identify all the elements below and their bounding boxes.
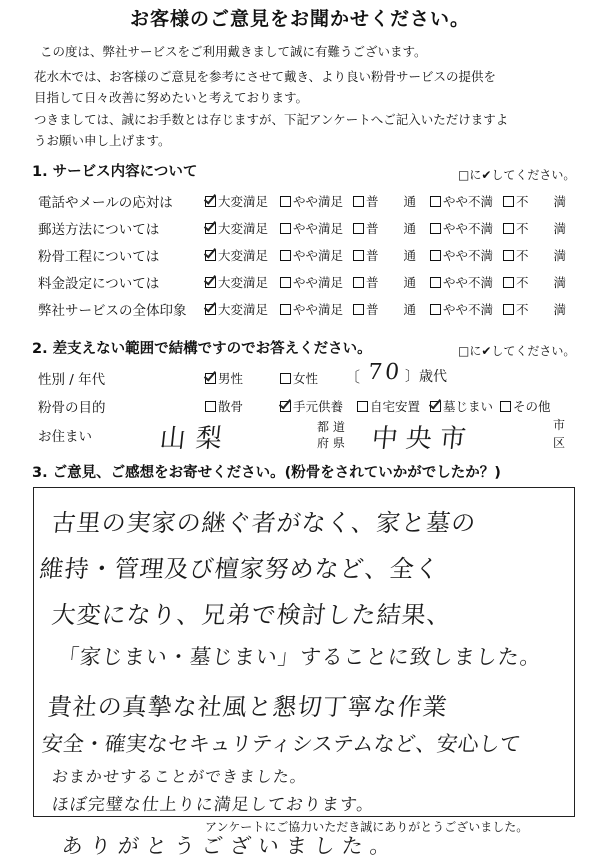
- purpose-grave-closing[interactable]: 墓じまい: [430, 397, 493, 415]
- checked-box-icon: [205, 196, 216, 207]
- checked-box-icon: [205, 277, 216, 288]
- option-label: やや不満: [443, 248, 494, 263]
- intro-line-3: 目指して日々改善に努めたいと考えております。: [34, 90, 309, 105]
- purpose-temoto-kuyo[interactable]: 手元供養: [280, 397, 343, 415]
- option-label: 不 満: [516, 302, 567, 317]
- checkbox-icon: [353, 250, 364, 261]
- checkbox-icon: [503, 223, 514, 234]
- section1-hint: □に✔してください。: [458, 168, 576, 182]
- option-label: 不 満: [516, 248, 567, 263]
- satisfaction-option[interactable]: [430, 219, 493, 237]
- thank-you-footer: アンケートにご協力いただき誠にありがとうございました。: [205, 820, 529, 834]
- satisfaction-option[interactable]: [503, 300, 566, 318]
- purpose-scattering[interactable]: 散骨: [205, 397, 243, 415]
- checkbox-icon: [205, 401, 216, 412]
- option-label: 不 満: [516, 275, 567, 290]
- satisfaction-option[interactable]: [503, 219, 566, 237]
- gender-male-option[interactable]: 男性: [205, 369, 243, 387]
- city-value[interactable]: 中央市: [370, 424, 476, 454]
- checked-box-icon: [430, 401, 441, 412]
- option-label: やや満足: [293, 302, 344, 317]
- satisfaction-option[interactable]: [205, 246, 268, 264]
- option-label: 大変満足: [218, 248, 269, 263]
- checked-box-icon: [205, 223, 216, 234]
- checkbox-icon: [503, 304, 514, 315]
- gender-age-label: 性別 / 年代: [38, 372, 106, 388]
- question-label: 郵送方法については: [38, 222, 160, 238]
- option-label: 不 満: [516, 194, 567, 209]
- satisfaction-option[interactable]: [205, 219, 268, 237]
- address-label: お住まい: [38, 429, 92, 445]
- page-title: お客様のご意見をお聞かせください。: [129, 8, 470, 30]
- comment-line-1: 古里の実家の継ぐ者がなく、家と墓の: [50, 509, 478, 537]
- satisfaction-option[interactable]: [353, 273, 416, 291]
- option-label: 普 通: [366, 275, 417, 290]
- comment-line-8: ほぼ完璧な仕上りに満足しております。: [50, 795, 376, 815]
- checked-box-icon: [205, 373, 216, 384]
- satisfaction-option[interactable]: [430, 300, 493, 318]
- checked-box-icon: [280, 401, 291, 412]
- gender-female-option[interactable]: 女性: [280, 369, 318, 387]
- checked-box-icon: [205, 250, 216, 261]
- option-label: 大変満足: [218, 194, 269, 209]
- satisfaction-option[interactable]: [280, 300, 343, 318]
- checkbox-icon: [430, 196, 441, 207]
- checkbox-icon: [500, 401, 511, 412]
- checkbox-icon: [357, 401, 368, 412]
- option-label: 普 通: [366, 302, 417, 317]
- satisfaction-option[interactable]: [353, 300, 416, 318]
- checkbox-icon: [280, 196, 291, 207]
- purpose-home-keeping[interactable]: 自宅安置: [357, 397, 420, 415]
- city-unit-1: 市: [553, 418, 566, 432]
- checkbox-icon: [503, 196, 514, 207]
- checkbox-icon: [353, 223, 364, 234]
- checkbox-icon: [280, 277, 291, 288]
- purpose-label: 粉骨の目的: [38, 400, 106, 416]
- option-label: やや不満: [443, 275, 494, 290]
- satisfaction-option[interactable]: [280, 246, 343, 264]
- checkbox-icon: [280, 304, 291, 315]
- comment-line-6: 安全・確実なセキュリティシステムなど、安心して: [40, 732, 522, 756]
- intro-line-4: つきましては、誠にお手数とは存じますが、下記アンケートへご記入いただけますよ: [34, 112, 509, 127]
- option-label: 普 通: [366, 248, 417, 263]
- comment-line-5: 貴社の真摯な社風と懇切丁寧な作業: [46, 693, 450, 721]
- option-label: 普 通: [366, 194, 417, 209]
- option-label: 普 通: [366, 221, 417, 236]
- intro-line-2: 花水木では、お客様のご意見を参考にさせて戴き、より良い粉骨サービスの提供を: [34, 69, 497, 84]
- satisfaction-option[interactable]: [430, 192, 493, 210]
- closing-handwriting: ありがとうございました。: [60, 834, 400, 858]
- checkbox-icon: [430, 304, 441, 315]
- comment-line-7: おまかせすることができました。: [50, 767, 308, 786]
- option-label: やや不満: [443, 221, 494, 236]
- satisfaction-option[interactable]: [430, 246, 493, 264]
- checkbox-icon: [430, 250, 441, 261]
- satisfaction-option[interactable]: [503, 246, 566, 264]
- satisfaction-option[interactable]: [353, 246, 416, 264]
- section2-heading: 2. 差支えない範囲で結構ですのでお答えください。: [32, 341, 372, 357]
- satisfaction-option[interactable]: [205, 273, 268, 291]
- section3-heading: 3. ご意見、ご感想をお寄せください。(粉骨をされていかがでしたか？): [32, 465, 501, 481]
- age-bracket-close: 〕歳代: [405, 369, 447, 385]
- satisfaction-option[interactable]: [280, 192, 343, 210]
- intro-line-1: この度は、弊社サービスをご利用戴きまして誠に有難うございます。: [40, 44, 427, 59]
- checkbox-icon: [503, 250, 514, 261]
- section1-heading: 1. サービス内容について: [32, 164, 198, 180]
- satisfaction-option[interactable]: [503, 192, 566, 210]
- city-unit-2: 区: [553, 436, 566, 450]
- checked-box-icon: [205, 304, 216, 315]
- option-label: やや満足: [293, 275, 344, 290]
- question-label: 弊社サービスの全体印象: [38, 303, 187, 319]
- checkbox-icon: [353, 304, 364, 315]
- checkbox-icon: [353, 277, 364, 288]
- checkbox-icon: [503, 277, 514, 288]
- comment-line-4: 「家じまい・墓じまい」することに致しました。: [56, 645, 544, 669]
- age-value[interactable]: 70: [366, 360, 404, 385]
- checkbox-icon: [430, 277, 441, 288]
- section2-hint: □に✔してください。: [458, 344, 576, 358]
- option-label: やや満足: [293, 221, 344, 236]
- satisfaction-option[interactable]: [205, 300, 268, 318]
- checkbox-icon: [280, 223, 291, 234]
- intro-line-5: うお願い申し上げます。: [34, 133, 171, 148]
- checkbox-icon: [430, 223, 441, 234]
- satisfaction-option[interactable]: [353, 192, 416, 210]
- comment-line-2: 維持・管理及び檀家努めなど、全く: [38, 555, 442, 583]
- prefecture-value[interactable]: 山梨: [158, 424, 234, 454]
- checkbox-icon: [353, 196, 364, 207]
- satisfaction-option[interactable]: [205, 192, 268, 210]
- comment-line-3: 大変になり、兄弟で検討した結果、: [50, 601, 454, 629]
- prefecture-unit-1: 都 道: [317, 420, 345, 434]
- satisfaction-option[interactable]: [280, 273, 343, 291]
- satisfaction-option[interactable]: [430, 273, 493, 291]
- purpose-other[interactable]: その他: [500, 397, 551, 415]
- satisfaction-option[interactable]: [280, 219, 343, 237]
- option-label: 大変満足: [218, 275, 269, 290]
- satisfaction-option[interactable]: [353, 219, 416, 237]
- option-label: やや不満: [443, 194, 494, 209]
- satisfaction-option[interactable]: [503, 273, 566, 291]
- checkbox-icon: [280, 250, 291, 261]
- option-label: やや不満: [443, 302, 494, 317]
- question-label: 粉骨工程については: [38, 249, 160, 265]
- prefecture-unit-2: 府 県: [317, 436, 345, 450]
- option-label: やや満足: [293, 248, 344, 263]
- question-label: 料金設定については: [38, 276, 160, 292]
- checkbox-icon: [280, 373, 291, 384]
- question-label: 電話やメールの応対は: [38, 195, 173, 211]
- age-bracket-open: 〔: [345, 368, 361, 386]
- option-label: 不 満: [516, 221, 567, 236]
- option-label: やや満足: [293, 194, 344, 209]
- option-label: 大変満足: [218, 302, 269, 317]
- option-label: 大変満足: [218, 221, 269, 236]
